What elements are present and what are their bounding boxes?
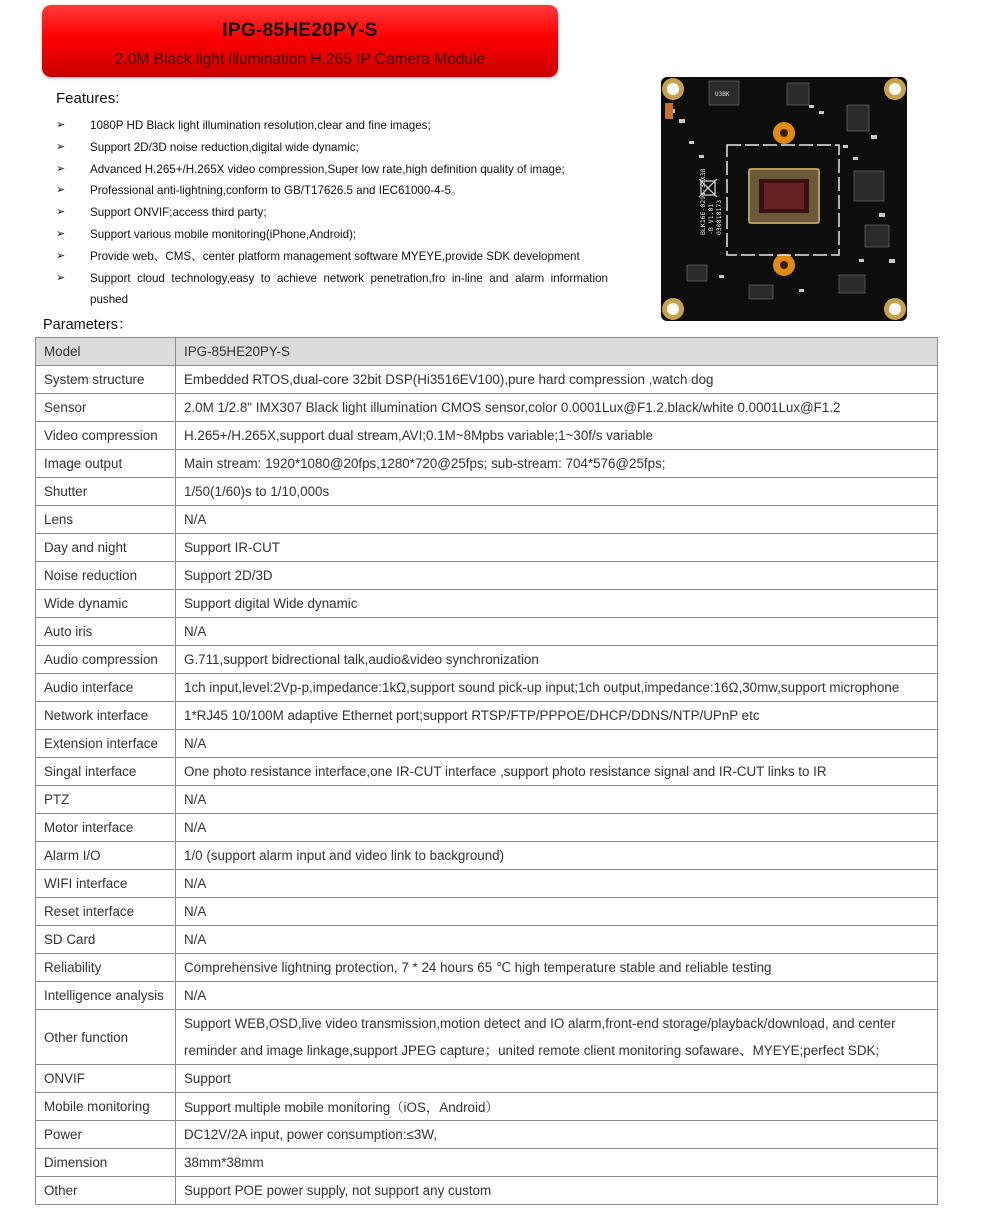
feature-item: ➢ Provide web、CMS、center platform management software MYEYE,provide SDK development [56,246,608,268]
param-label: Audio compression [36,646,176,674]
param-label: System structure [36,366,176,394]
param-label: ONVIF [36,1065,176,1093]
param-value: Support IR-CUT [176,534,938,562]
param-value: Support 2D/3D [176,562,938,590]
param-value: Embedded RTOS,dual-core 32bit DSP(Hi3516EV100),pure hard compression ,watch dog [176,366,938,394]
param-label: Dimension [36,1149,176,1177]
param-label: Model [36,338,176,366]
param-label: Sensor [36,394,176,422]
camera-board-image [659,75,909,323]
param-value: Support digital Wide dynamic [176,590,938,618]
table-row [36,394,938,422]
table-row [36,366,938,394]
table-row [36,814,938,842]
param-label: Wide dynamic [36,590,176,618]
silkscreen-label: -B V1.01 [707,203,715,235]
table-row [36,646,938,674]
param-value: N/A [176,814,938,842]
arrow-bullet-icon: ➢ [56,206,66,219]
param-label: WIFI interface [36,870,176,898]
param-value: 1/50(1/60)s to 1/10,000s [176,478,938,506]
param-label: Motor interface [36,814,176,842]
param-value: 1ch input,level:2Vp-p,impedance:1kΩ,support sound pick-up input;1ch output,impedance:16Ω,30mw,support microphone [176,674,938,702]
param-value: N/A [176,730,938,758]
table-row [36,926,938,954]
param-label: Power [36,1121,176,1149]
table-row [36,590,938,618]
table-row [36,422,938,450]
param-value: N/A [176,898,938,926]
table-row [36,1065,938,1093]
param-label: PTZ [36,786,176,814]
param-value: Main stream: 1920*1080@20fps,1280*720@25fps; sub-stream: 704*576@25fps; [176,450,938,478]
param-label: Alarm I/O [36,842,176,870]
silkscreen-label: BLK16E-0291-38X38 [699,168,707,235]
param-label: Intelligence analysis [36,982,176,1010]
product-subtitle: 2.0M Black light illumination H.265 IP Camera Module [114,51,486,68]
param-value [176,1010,938,1065]
arrow-bullet-icon: ➢ [56,271,66,284]
table-row [36,1010,938,1065]
table-row [36,506,938,534]
param-value: H.265+/H.265X,support dual stream,AVI;0.1M~8Mpbs variable;1~30f/s variable [176,422,938,450]
param-value: Support multiple mobile monitoring（iOS，Android） [176,1093,938,1121]
table-row [36,898,938,926]
table-row [36,1177,938,1205]
table-row [36,534,938,562]
param-label: Mobile monitoring [36,1093,176,1121]
feature-item: ➢ Support 2D/3D noise reduction,digital wide dynamic; [56,137,608,159]
chip-label: U3BK [715,91,730,98]
table-row [36,982,938,1010]
param-label: Lens [36,506,176,534]
table-row [36,674,938,702]
table-row [36,758,938,786]
table-row [36,1149,938,1177]
feature-item: ➢ Advanced H.265+/H.265X video compression,Super low rate,high definition quality of image; [56,159,608,181]
table-row [36,338,938,366]
product-title: IPG-85HE20PY-S [222,20,378,41]
table-row [36,842,938,870]
feature-item: ➢ 1080P HD Black light illumination resolution,clear and fine images; [56,115,608,137]
table-row [36,618,938,646]
capacitor [665,103,673,119]
param-label: Day and night [36,534,176,562]
param-value: One photo resistance interface,one IR-CUT interface ,support photo resistance signal and IR-CUT links to IR [176,758,938,786]
param-label: Auto iris [36,618,176,646]
param-value: Support [176,1065,938,1093]
feature-item: ➢ Support various mobile monitoring(iPhone,Android); [56,224,608,246]
param-value: Support POE power supply, not support any custom [176,1177,938,1205]
arrow-bullet-icon: ➢ [56,227,66,240]
param-value: N/A [176,926,938,954]
param-label: Noise reduction [36,562,176,590]
param-value: IPG-85HE20PY-S [176,338,938,366]
param-value: DC12V/2A input, power consumption:≤3W, [176,1121,938,1149]
param-value: 2.0M 1/2.8" IMX307 Black light illumination CMOS sensor,color 0.0001Lux@F1.2.black/white 0.0001Lux@F1.2 [176,394,938,422]
parameters-table [35,337,938,1205]
param-label: Reset interface [36,898,176,926]
param-label: SD Card [36,926,176,954]
table-row [36,954,938,982]
arrow-bullet-icon: ➢ [56,119,66,131]
param-value: N/A [176,870,938,898]
features-heading: Features: [56,90,120,107]
table-row [36,786,938,814]
arrow-bullet-icon: ➢ [56,162,66,175]
param-value: N/A [176,982,938,1010]
param-value: 38mm*38mm [176,1149,938,1177]
table-row [36,1121,938,1149]
param-label: Image output [36,450,176,478]
feature-item: ➢ Support ONVIF;access third party; [56,202,608,224]
feature-item: ➢ Support cloud technology,easy to achieve network penetration,fro in-line and alarm information pushed [56,268,608,312]
param-label: Video compression [36,422,176,450]
arrow-bullet-icon: ➢ [56,184,66,197]
arrow-bullet-icon: ➢ [56,140,66,153]
table-row [36,478,938,506]
arrow-bullet-icon: ➢ [56,249,66,262]
feature-item: ➢ Professional anti-lightning,conform to GB/T17626.5 and IEC61000-4-5。 [56,180,608,202]
parameters-heading: Parameters： [43,317,133,333]
table-row [36,870,938,898]
param-label: Other function [36,1010,176,1065]
param-value-line: reminder and image linkage,support JPEG capture；united remote client monitoring sofaware、MYEYE;perfect SDK; [184,1043,880,1058]
table-row [36,702,938,730]
param-value: G.711,support bidrectional talk,audio&video synchronization [176,646,938,674]
param-value: N/A [176,506,938,534]
param-label: Extension interface [36,730,176,758]
title-banner [42,5,558,77]
param-value: N/A [176,786,938,814]
param-value: 1/0 (support alarm input and video link to background) [176,842,938,870]
param-value: 1*RJ45 10/100M adaptive Ethernet port;support RTSP/FTP/PPPOE/DHCP/DDNS/NTP/UPnP etc [176,702,938,730]
param-label: Singal interface [36,758,176,786]
param-label: Network interface [36,702,176,730]
param-label: Audio interface [36,674,176,702]
param-value: N/A [176,618,938,646]
table-row [36,730,938,758]
param-label: Shutter [36,478,176,506]
param-value: Comprehensive lightning protection, 7 * 24 hours 65 ℃ high temperature stable and reliable testing [176,954,938,982]
param-label: Other [36,1177,176,1205]
silkscreen-label: 030818173 [715,199,723,235]
table-row [36,562,938,590]
table-row [36,450,938,478]
param-value-line: Support WEB,OSD,live video transmission,motion detect and IO alarm,front-end storage/playback/download, and center [184,1016,896,1031]
table-row [36,1093,938,1121]
features-list [56,115,608,311]
param-label: Reliability [36,954,176,982]
